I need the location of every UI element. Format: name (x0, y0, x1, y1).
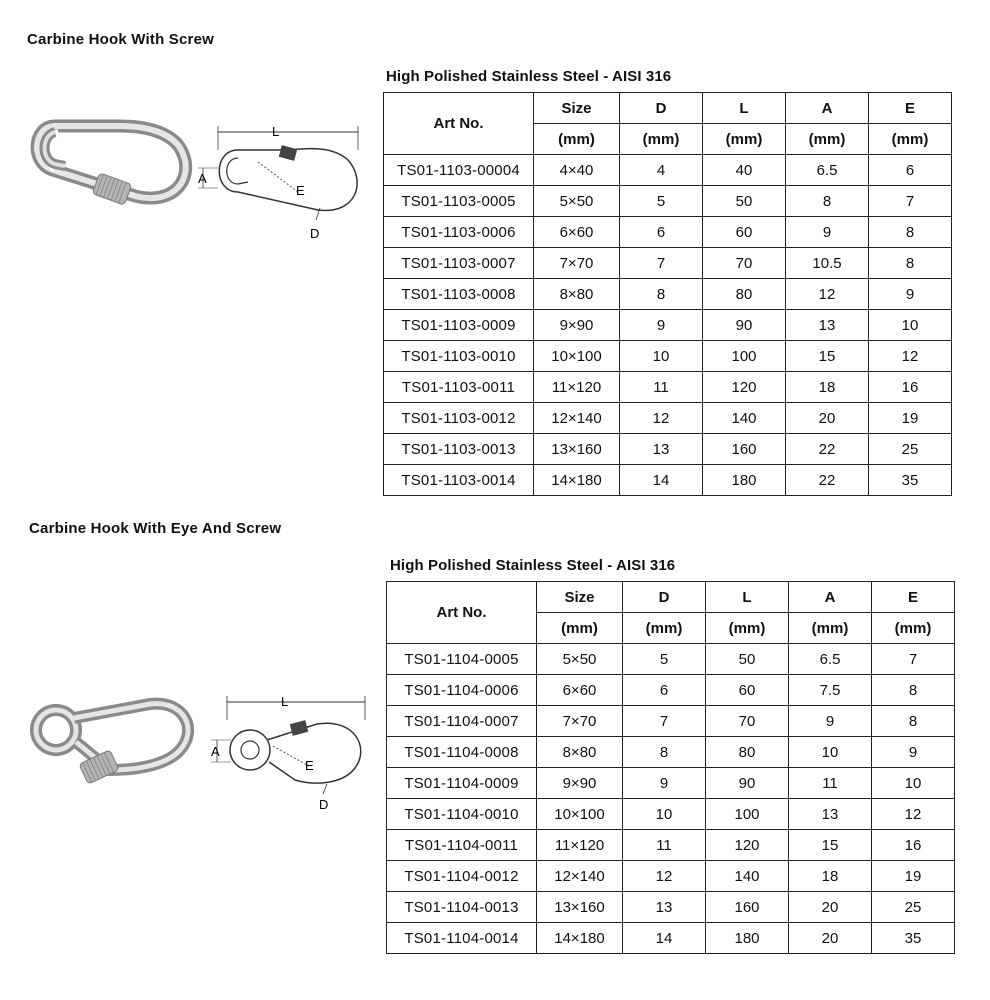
header-a: A (786, 93, 869, 124)
table-row (387, 768, 955, 799)
table-row (387, 861, 955, 892)
table-row (384, 434, 952, 465)
cell-a: 10 (789, 737, 872, 768)
cell-e: 10 (872, 768, 955, 799)
cell-e: 19 (869, 403, 952, 434)
cell-a: 7.5 (789, 675, 872, 706)
cell-art-no: TS01-1104-0012 (387, 861, 537, 892)
cell-d: 7 (623, 706, 706, 737)
header-d: D (623, 582, 706, 613)
cell-d: 10 (620, 341, 703, 372)
cell-e: 9 (872, 737, 955, 768)
cell-l: 100 (703, 341, 786, 372)
cell-size: 13×160 (537, 892, 623, 923)
cell-size: 11×120 (537, 830, 623, 861)
cell-e: 35 (869, 465, 952, 496)
cell-a: 22 (786, 465, 869, 496)
cell-size: 10×100 (537, 799, 623, 830)
cell-d: 14 (623, 923, 706, 954)
unit-a: (mm) (789, 613, 872, 644)
cell-d: 11 (620, 372, 703, 403)
cell-l: 100 (706, 799, 789, 830)
cell-a: 9 (789, 706, 872, 737)
cell-l: 60 (703, 217, 786, 248)
diagram-label-a: A (211, 744, 220, 759)
table-row (384, 155, 952, 186)
cell-d: 5 (623, 644, 706, 675)
cell-d: 9 (623, 768, 706, 799)
table-row (387, 675, 955, 706)
cell-d: 10 (623, 799, 706, 830)
cell-l: 70 (703, 248, 786, 279)
cell-art-no: TS01-1103-0013 (384, 434, 534, 465)
table-caption-1: High Polished Stainless Steel - AISI 316 (386, 68, 672, 85)
cell-d: 14 (620, 465, 703, 496)
cell-d: 12 (623, 861, 706, 892)
table-row (387, 737, 955, 768)
cell-art-no: TS01-1104-0006 (387, 675, 537, 706)
carbine-hook-with-eye-diagram (205, 688, 375, 813)
cell-d: 13 (620, 434, 703, 465)
header-size: Size (537, 582, 623, 613)
cell-art-no: TS01-1103-0011 (384, 372, 534, 403)
cell-size: 6×60 (537, 675, 623, 706)
header-e: E (872, 582, 955, 613)
diagram-label-e: E (296, 183, 305, 198)
cell-d: 9 (620, 310, 703, 341)
cell-size: 14×180 (534, 465, 620, 496)
cell-a: 6.5 (786, 155, 869, 186)
cell-l: 90 (706, 768, 789, 799)
table-row (384, 217, 952, 248)
unit-d: (mm) (623, 613, 706, 644)
cell-d: 6 (620, 217, 703, 248)
cell-e: 8 (869, 217, 952, 248)
cell-art-no: TS01-1103-0009 (384, 310, 534, 341)
header-l: L (706, 582, 789, 613)
cell-l: 140 (706, 861, 789, 892)
header-d: D (620, 93, 703, 124)
unit-e: (mm) (872, 613, 955, 644)
cell-art-no: TS01-1103-0007 (384, 248, 534, 279)
cell-e: 9 (869, 279, 952, 310)
cell-art-no: TS01-1104-0005 (387, 644, 537, 675)
cell-art-no: TS01-1103-0014 (384, 465, 534, 496)
cell-art-no: TS01-1104-0011 (387, 830, 537, 861)
header-art-no: Art No. (384, 93, 534, 155)
diagram-label-l: L (281, 694, 289, 709)
section-title-carbine-hook-with-screw: Carbine Hook With Screw (27, 31, 214, 48)
cell-e: 16 (872, 830, 955, 861)
header-l: L (703, 93, 786, 124)
cell-l: 70 (706, 706, 789, 737)
unit-l: (mm) (703, 124, 786, 155)
cell-art-no: TS01-1103-0012 (384, 403, 534, 434)
unit-d: (mm) (620, 124, 703, 155)
diagram-label-d: D (319, 797, 329, 812)
cell-a: 22 (786, 434, 869, 465)
cell-d: 7 (620, 248, 703, 279)
cell-size: 6×60 (534, 217, 620, 248)
unit-size: (mm) (534, 124, 620, 155)
cell-d: 6 (623, 675, 706, 706)
table-row (384, 403, 952, 434)
cell-e: 7 (869, 186, 952, 217)
cell-l: 40 (703, 155, 786, 186)
cell-e: 7 (872, 644, 955, 675)
cell-l: 120 (703, 372, 786, 403)
cell-art-no: TS01-1104-0007 (387, 706, 537, 737)
header-a: A (789, 582, 872, 613)
cell-d: 12 (620, 403, 703, 434)
cell-e: 8 (869, 248, 952, 279)
cell-l: 50 (703, 186, 786, 217)
table-caption-2: High Polished Stainless Steel - AISI 316 (390, 557, 676, 574)
cell-e: 35 (872, 923, 955, 954)
carbine-hook-photo (25, 108, 195, 218)
cell-size: 5×50 (534, 186, 620, 217)
table-row (387, 923, 955, 954)
cell-e: 25 (869, 434, 952, 465)
cell-art-no: TS01-1103-0008 (384, 279, 534, 310)
table-row (387, 644, 955, 675)
cell-e: 25 (872, 892, 955, 923)
cell-a: 20 (786, 403, 869, 434)
cell-e: 19 (872, 861, 955, 892)
cell-d: 8 (620, 279, 703, 310)
diagram-label-a: A (198, 171, 207, 186)
cell-size: 10×100 (534, 341, 620, 372)
cell-d: 5 (620, 186, 703, 217)
cell-l: 180 (703, 465, 786, 496)
cell-e: 6 (869, 155, 952, 186)
cell-a: 6.5 (789, 644, 872, 675)
cell-size: 12×140 (534, 403, 620, 434)
cell-e: 8 (872, 706, 955, 737)
screw-sleeve-icon (92, 173, 131, 205)
cell-art-no: TS01-1104-0014 (387, 923, 537, 954)
table-row (387, 892, 955, 923)
table-row (384, 248, 952, 279)
cell-a: 15 (789, 830, 872, 861)
cell-e: 8 (872, 675, 955, 706)
cell-d: 4 (620, 155, 703, 186)
table-row (384, 341, 952, 372)
cell-a: 13 (786, 310, 869, 341)
cell-size: 5×50 (537, 644, 623, 675)
unit-size: (mm) (537, 613, 623, 644)
cell-a: 20 (789, 923, 872, 954)
cell-size: 13×160 (534, 434, 620, 465)
cell-d: 11 (623, 830, 706, 861)
cell-art-no: TS01-1104-0013 (387, 892, 537, 923)
table-row (384, 372, 952, 403)
cell-size: 11×120 (534, 372, 620, 403)
cell-a: 18 (789, 861, 872, 892)
cell-d: 13 (623, 892, 706, 923)
cell-size: 8×80 (537, 737, 623, 768)
diagram-label-d: D (310, 226, 320, 241)
carbine-hook-with-eye-photo (30, 690, 200, 800)
cell-size: 12×140 (537, 861, 623, 892)
cell-l: 180 (706, 923, 789, 954)
section-title-carbine-hook-with-eye-and-screw: Carbine Hook With Eye And Screw (29, 520, 282, 537)
cell-l: 160 (706, 892, 789, 923)
cell-size: 9×90 (534, 310, 620, 341)
cell-a: 20 (789, 892, 872, 923)
cell-a: 12 (786, 279, 869, 310)
cell-l: 160 (703, 434, 786, 465)
cell-art-no: TS01-1103-00004 (384, 155, 534, 186)
cell-art-no: TS01-1103-0006 (384, 217, 534, 248)
cell-l: 120 (706, 830, 789, 861)
header-art-no: Art No. (387, 582, 537, 644)
cell-a: 13 (789, 799, 872, 830)
table-row (387, 799, 955, 830)
spec-table-body (384, 155, 952, 496)
cell-size: 14×180 (537, 923, 623, 954)
cell-art-no: TS01-1104-0008 (387, 737, 537, 768)
cell-a: 8 (786, 186, 869, 217)
cell-a: 15 (786, 341, 869, 372)
cell-art-no: TS01-1104-0010 (387, 799, 537, 830)
cell-e: 10 (869, 310, 952, 341)
cell-l: 80 (706, 737, 789, 768)
cell-a: 18 (786, 372, 869, 403)
cell-l: 50 (706, 644, 789, 675)
cell-l: 90 (703, 310, 786, 341)
table-row (387, 706, 955, 737)
cell-a: 11 (789, 768, 872, 799)
cell-art-no: TS01-1103-0010 (384, 341, 534, 372)
table-row (384, 465, 952, 496)
header-size: Size (534, 93, 620, 124)
cell-size: 8×80 (534, 279, 620, 310)
header-e: E (869, 93, 952, 124)
cell-size: 4×40 (534, 155, 620, 186)
cell-size: 7×70 (537, 706, 623, 737)
cell-l: 80 (703, 279, 786, 310)
cell-size: 7×70 (534, 248, 620, 279)
table-row (384, 279, 952, 310)
cell-e: 12 (872, 799, 955, 830)
table-row (384, 186, 952, 217)
cell-e: 12 (869, 341, 952, 372)
diagram-label-l: L (272, 124, 280, 139)
unit-a: (mm) (786, 124, 869, 155)
cell-size: 9×90 (537, 768, 623, 799)
spec-table-carbine-hook-with-eye-and-screw (386, 581, 955, 954)
cell-l: 60 (706, 675, 789, 706)
carbine-hook-diagram (198, 120, 368, 245)
table-row (387, 830, 955, 861)
table-row (384, 310, 952, 341)
cell-a: 10.5 (786, 248, 869, 279)
cell-e: 16 (869, 372, 952, 403)
cell-d: 8 (623, 737, 706, 768)
cell-art-no: TS01-1103-0005 (384, 186, 534, 217)
cell-art-no: TS01-1104-0009 (387, 768, 537, 799)
cell-a: 9 (786, 217, 869, 248)
cell-l: 140 (703, 403, 786, 434)
spec-table-body (387, 644, 955, 954)
spec-table-carbine-hook-with-screw (383, 92, 952, 496)
unit-e: (mm) (869, 124, 952, 155)
unit-l: (mm) (706, 613, 789, 644)
diagram-label-e: E (305, 758, 314, 773)
